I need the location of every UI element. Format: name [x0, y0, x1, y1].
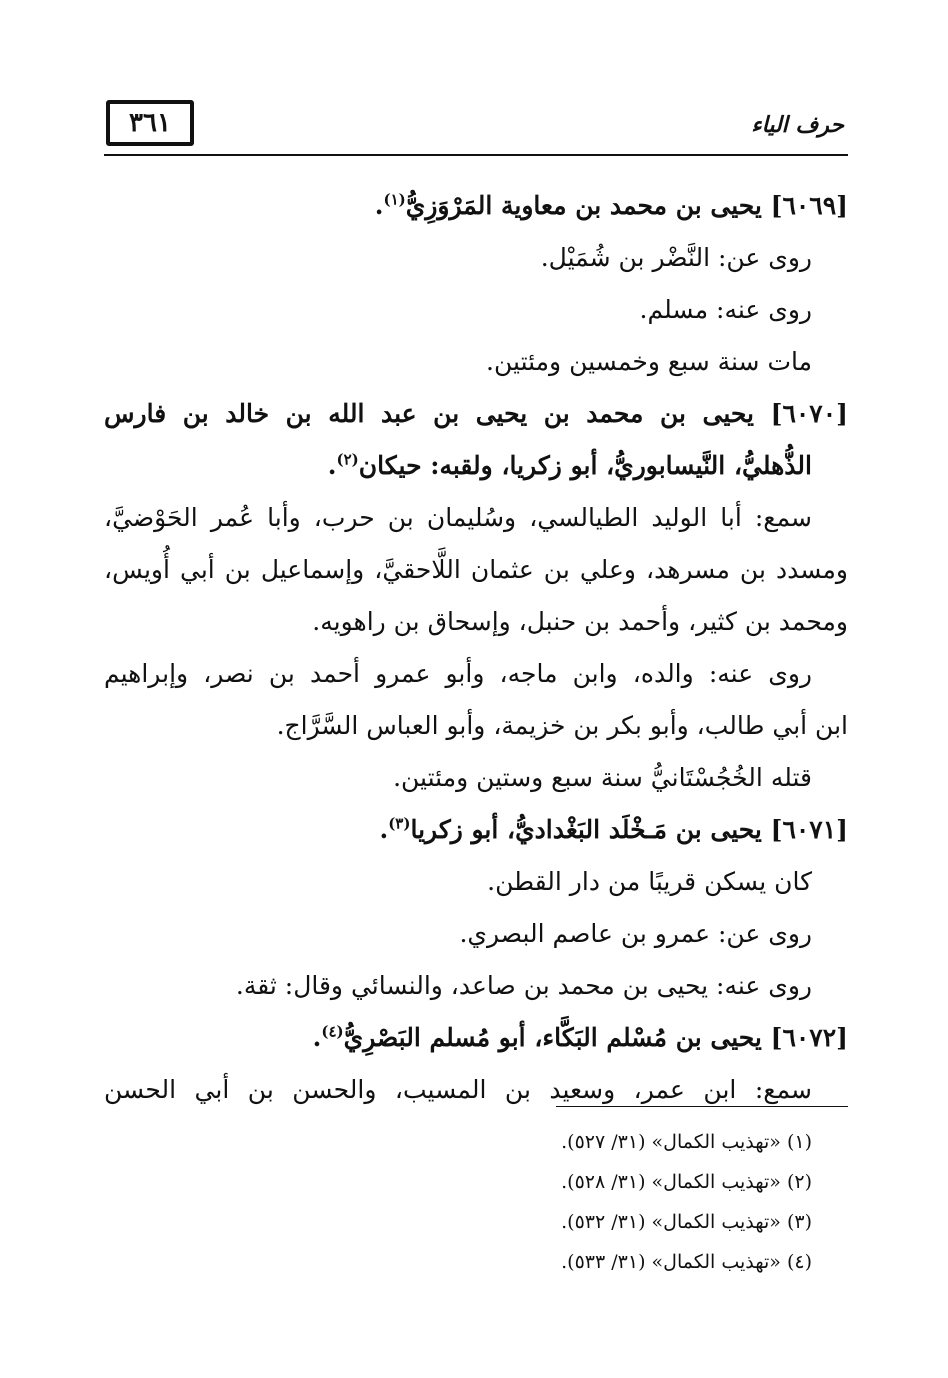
chapter-title: حرف الياء: [751, 112, 844, 138]
entry-title: يحيى بن محمد بن يحيى بن عبد الله بن خالد بن فارس: [104, 399, 755, 428]
entry-number: [٦٠٧١]: [770, 815, 848, 844]
entry-heading: [٦٠٧٢] يحيى بن مُسْلم البَكَّاء، أبو مُسلم البَصْرِيُّ$^{(٤)}$.: [312, 1022, 848, 1052]
footnote: (١) «تهذيب الكمال» (٣١/ ٥٢٧).: [561, 1131, 812, 1153]
footnote: (٤) «تهذيب الكمال» (٣١/ ٥٣٣).: [561, 1251, 812, 1273]
entry-line: روى عن: النَّضْر بن شُمَيْل.: [540, 243, 812, 272]
entry-line: سمع: أبا الوليد الطيالسي، وسُليمان بن حرب، وأبا عُمر الحَوْضيَّ،: [104, 503, 812, 532]
entry-title: يحيى بن محمد بن معاوية المَرْوَزِيُّ: [405, 191, 762, 220]
entry-title: يحيى بن مَـخْلَد البَغْداديُّ، أبو زكريا: [410, 815, 762, 844]
entry-number: [٦٠٧٠]: [770, 399, 848, 428]
header-divider: [104, 154, 848, 156]
entry-line: ومسدد بن مسرهد، وعلي بن عثمان اللَّاحقيَّ، وإسماعيل بن أبي أُويس،: [104, 555, 848, 584]
entry-line: روى عنه: يحيى بن محمد بن صاعد، والنسائي وقال: ثقة.: [235, 971, 812, 1000]
main-text: [104, 180, 848, 1116]
entry-line: ابن أبي طالب، وأبو بكر بن خزيمة، وأبو العباس السَّرَّاج.: [276, 711, 848, 740]
entry-line: كان يسكن قريبًا من دار القطن.: [487, 867, 812, 896]
entry-line: روى عنه: والده، وابن ماجه، وأبو عمرو أحمد بن نصر، وإبراهيم: [104, 659, 812, 688]
footnote-divider: [556, 1106, 848, 1107]
entry-heading: [٦٠٧١] يحيى بن مَـخْلَد البَغْداديُّ، أبو زكريا$^{(٣)}$.: [379, 814, 848, 844]
entry-line: مات سنة سبع وخمسين ومئتين.: [486, 347, 812, 376]
entry-number: [٦٠٦٩]: [770, 191, 848, 220]
entry-heading: [٦٠٦٩] يحيى بن محمد بن معاوية المَرْوَزِيُّ$^{(١)}$.: [374, 190, 848, 220]
footnote: (٣) «تهذيب الكمال» (٣١/ ٥٣٢).: [561, 1211, 812, 1233]
entry-line: روى عنه: مسلم.: [639, 295, 812, 324]
entry-line: سمع: ابن عمر، وسعيد بن المسيب، والحسن بن أبي الحسن: [104, 1075, 812, 1104]
entry-line: روى عن: عمرو بن عاصم البصري.: [459, 919, 812, 948]
entry-title: الذُّهليُّ، النَّيسابوريُّ، أبو زكريا، ولقبه: حيكان: [358, 451, 812, 480]
footnote-ref: (٢): [336, 450, 359, 469]
entry-heading-continued: الذُّهليُّ، النَّيسابوريُّ، أبو زكريا، ولقبه: حيكان$^{(٢)}$.: [327, 450, 812, 480]
page-number-text: ٣٦١: [129, 108, 171, 138]
entry-number: [٦٠٧٢]: [770, 1023, 848, 1052]
page-number: [106, 100, 194, 146]
footnotes: [561, 1122, 848, 1282]
footnote-ref: (٤): [321, 1022, 344, 1041]
entry-heading: [104, 388, 848, 440]
footnote: (٢) «تهذيب الكمال» (٣١/ ٥٢٨).: [561, 1171, 812, 1193]
entry-line: قتله الخُجُسْتَانيُّ سنة سبع وستين ومئتين.: [393, 763, 812, 792]
entry-title: يحيى بن مُسْلم البَكَّاء، أبو مُسلم البَصْرِيُّ: [343, 1023, 762, 1052]
entry-line: ومحمد بن كثير، وأحمد بن حنبل، وإسحاق بن راهويه.: [312, 607, 848, 636]
footnote-ref: (١): [383, 190, 406, 209]
footnote-ref: (٣): [388, 814, 411, 833]
